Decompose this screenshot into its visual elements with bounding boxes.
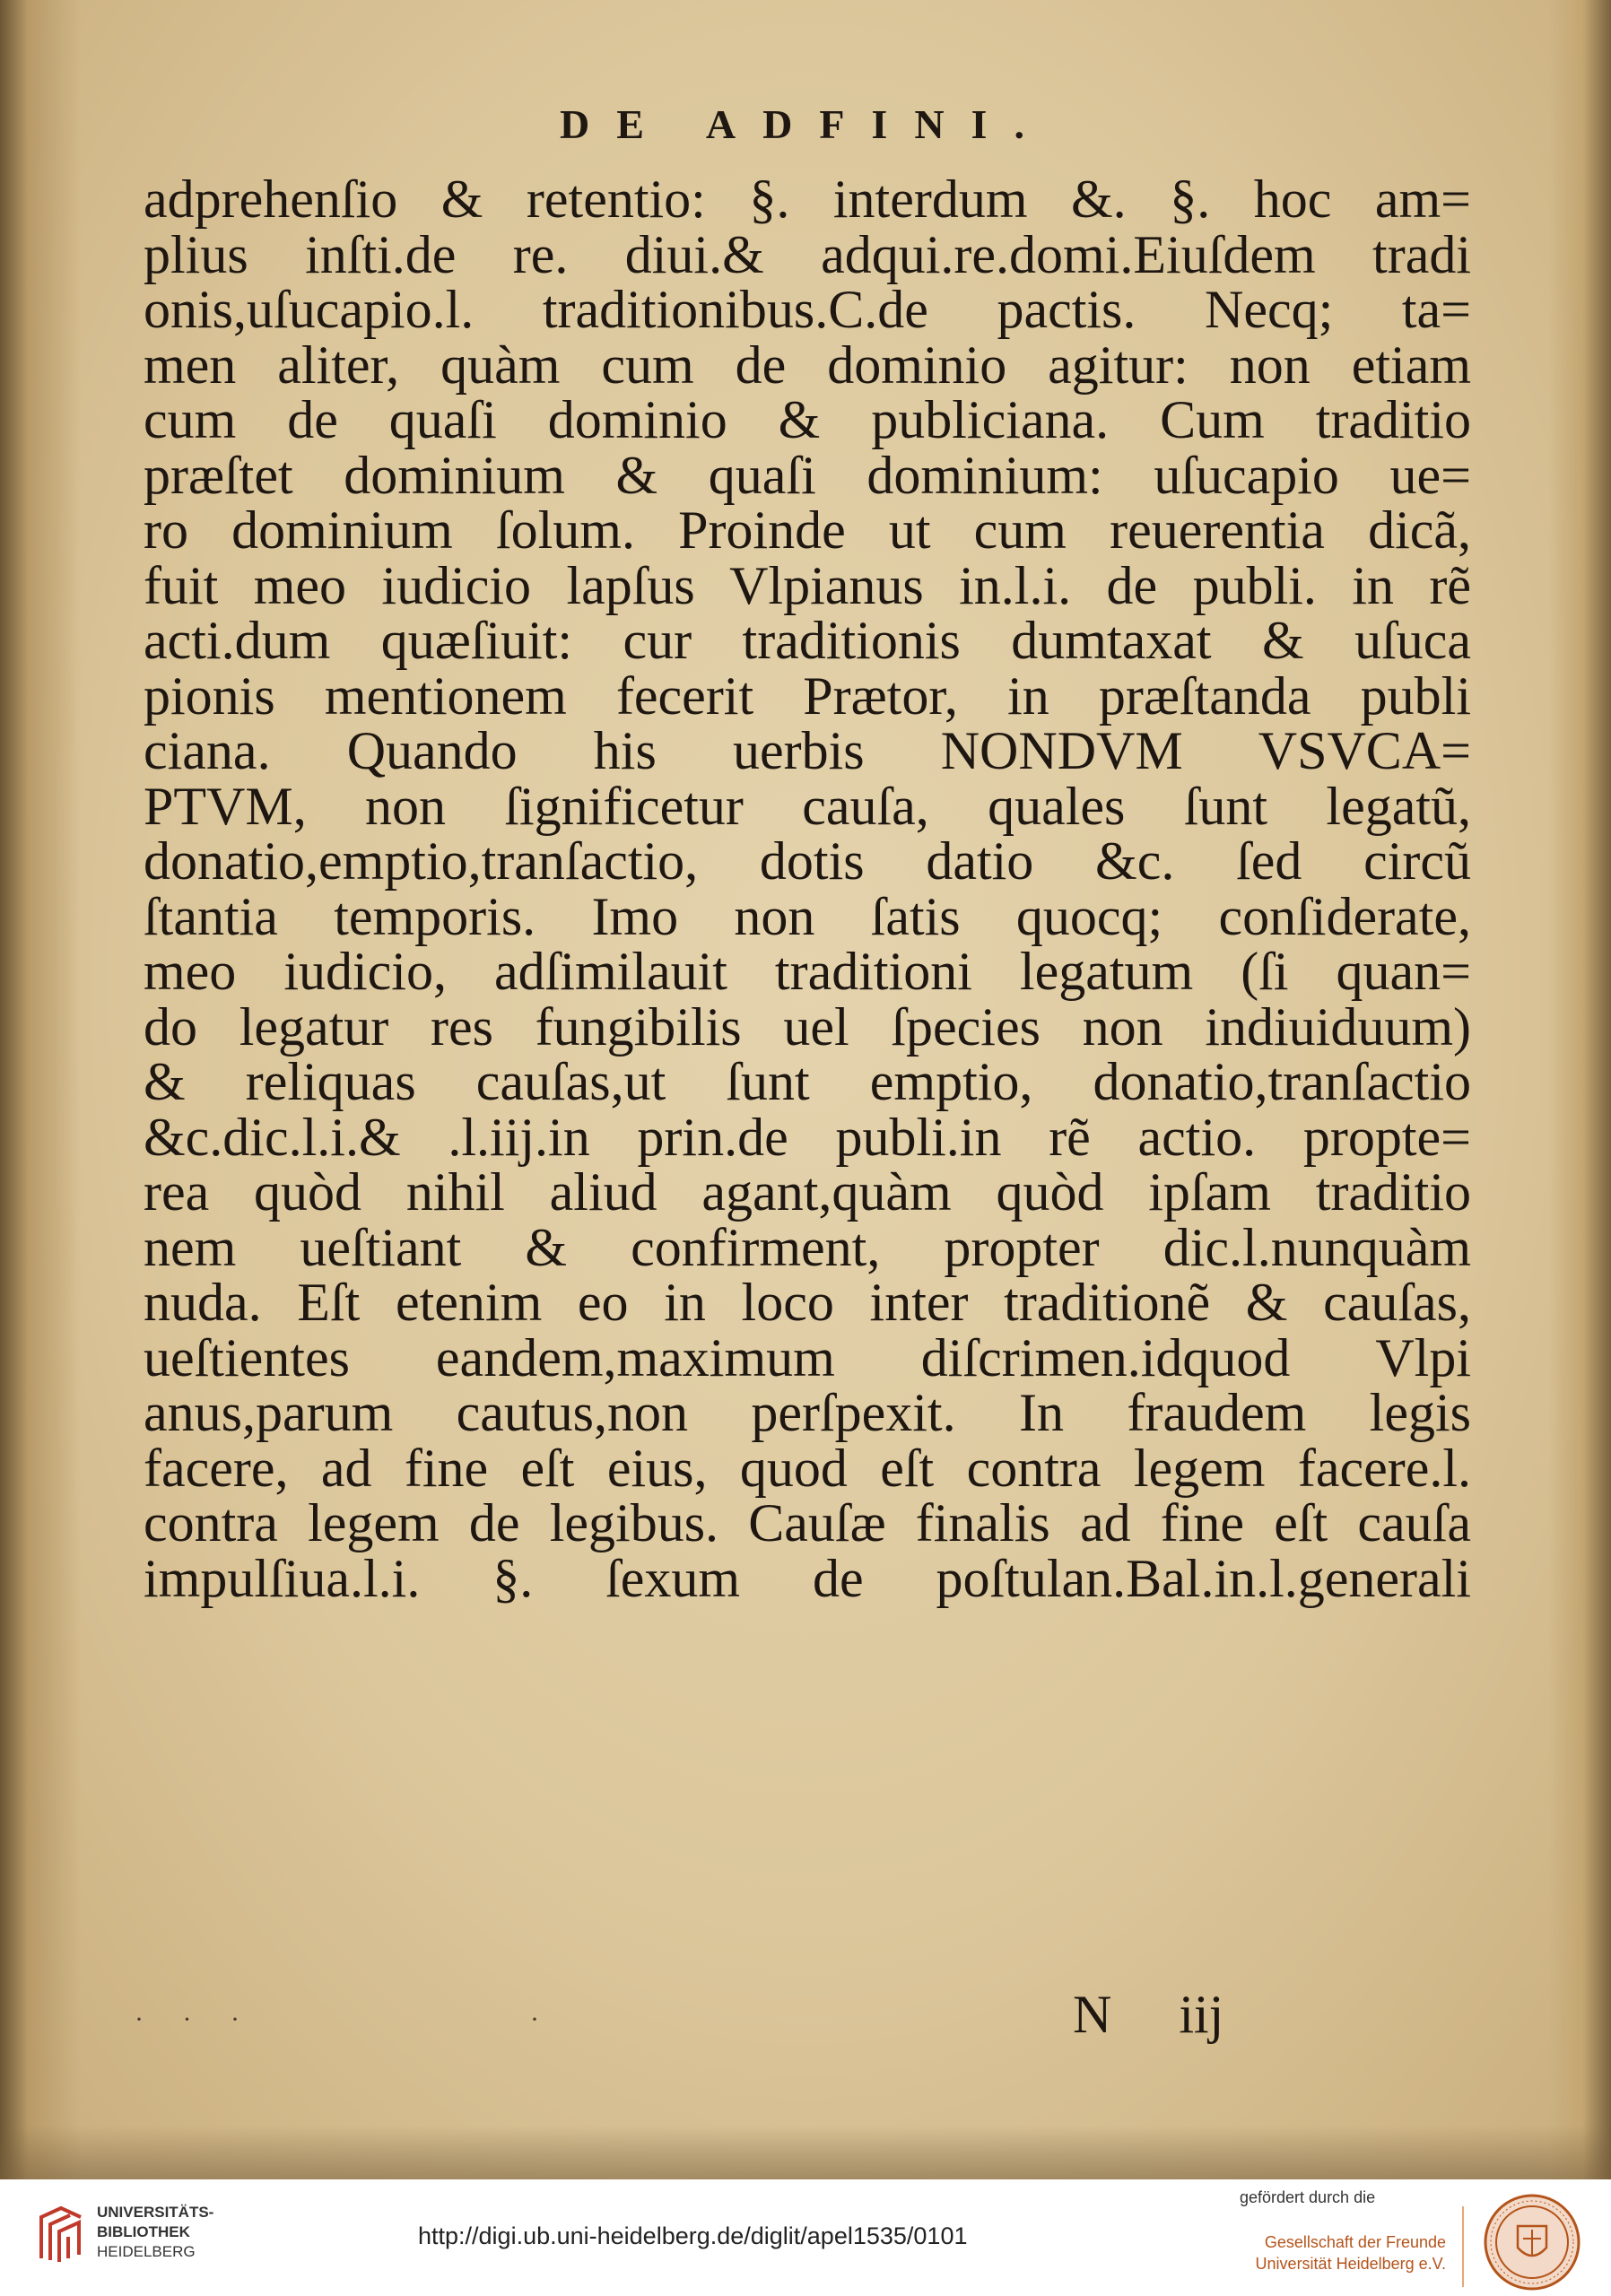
text-line: cum de quaſi dominio & publiciana. Cum traditio [144,390,1471,449]
sponsor-name[interactable] [1240,2231,1446,2274]
document-url-link[interactable]: http://digi.ub.uni-heidelberg.de/diglit/apel1535/0101 [418,2222,968,2249]
page-body-text [144,172,1471,1606]
text-line: ſtantia temporis. Imo non ſatis quocq; conſiderate, [144,886,1471,946]
sponsor-name-line: Gesellschaft der Freunde [1264,2233,1446,2251]
text-line: rea quòd nihil aliud agant,quàm quòd ipſam traditio [144,1162,1471,1222]
signature-mark [1073,1984,1223,2046]
text-line: &c.dic.l.i.& .l.iij.in prin.de publi.in rẽ actio. propte= [144,1107,1471,1167]
library-name-line: UNIVERSITÄTS- [97,2204,214,2221]
text-line: præſtet dominium & quaſi dominium: uſucapio ue= [144,445,1471,505]
text-line: anus,parum cautus,non perſpexit. In fraudem legis [144,1383,1471,1442]
text-line: do legatur res fungibilis uel ſpecies non indiuiduum) [144,996,1471,1057]
text-line: contra legem de legibus. Cauſæ finalis ad fine eſt cauſa [144,1493,1471,1552]
text-line: ueſtientes eandem,maximum diſcrimen.idquod Vlpi [144,1327,1471,1387]
text-line: ro dominium ſolum. Proinde ut cum reuerentia dicã, [144,500,1471,560]
sponsor-name-line: Universität Heidelberg e.V. [1255,2255,1446,2273]
text-line: onis,uſucapio.l. traditionibus.C.de pactis. Necq; ta= [144,280,1471,339]
page-edge-left [0,0,81,2179]
ink-specks: · · · · [135,2005,555,2034]
text-line: plius inſti.de re. diui.& adqui.re.domi.Eiuſdem tradi [144,224,1471,284]
text-line: impulſiua.l.i. §. ſexum de poſtulan.Bal.in.l.generali [144,1548,1471,1608]
library-logo-icon[interactable] [36,2205,86,2266]
signature-letter: N [1073,1985,1112,2044]
university-seal-icon [1482,2192,1582,2292]
text-line: donatio,emptio,tranſactio, dotis datio &c. ſed circũ [144,831,1471,891]
library-name [97,2203,213,2262]
text-line: fuit meo iudicio lapſus Vlpianus in.l.i. de publi. in rẽ [144,555,1471,615]
library-name-line: HEIDELBERG [97,2243,196,2260]
text-line: men aliter, quàm cum de dominio agitur: non etiam [144,335,1471,395]
footer-bar [0,2179,1611,2296]
text-line: meo iudicio, adſimilauit traditioni legatum (ſi quan= [144,942,1471,1001]
text-line: PTVM, non ſignificetur cauſa, quales ſunt legatũ, [144,776,1471,836]
funded-by-label: gefördert durch die [1240,2188,1376,2206]
text-line: nem ueſtiant & confirment, propter dic.l.nunquàm [144,1217,1471,1277]
text-line: ciana. Quando his uerbis NONDVM VSVCA= [144,721,1471,780]
footer-divider [1462,2206,1464,2287]
text-line: nuda. Eſt etenim eo in loco inter traditionẽ & cauſas, [144,1273,1471,1332]
library-name-line: BIBLIOTHEK [97,2223,190,2240]
running-head: DE ADFINI. [560,101,1051,147]
text-line: acti.dum quæſiuit: cur traditionis dumtaxat & uſuca [144,611,1471,670]
page-edge-bottom [0,2126,1611,2179]
text-line: & reliquas cauſas,ut ſunt emptio, donatio,tranſactio [144,1052,1471,1111]
signature-number: iij [1179,1985,1224,2044]
text-line: pionis mentionem fecerit Prætor, in præſtanda publi [144,665,1471,726]
text-line: facere, ad fine eſt eius, quod eſt contra legem facere.l. [144,1438,1471,1498]
text-line: adprehenſio & retentio: §. interdum &. §. hoc am= [144,170,1471,229]
page-edge-right [1548,0,1611,2179]
